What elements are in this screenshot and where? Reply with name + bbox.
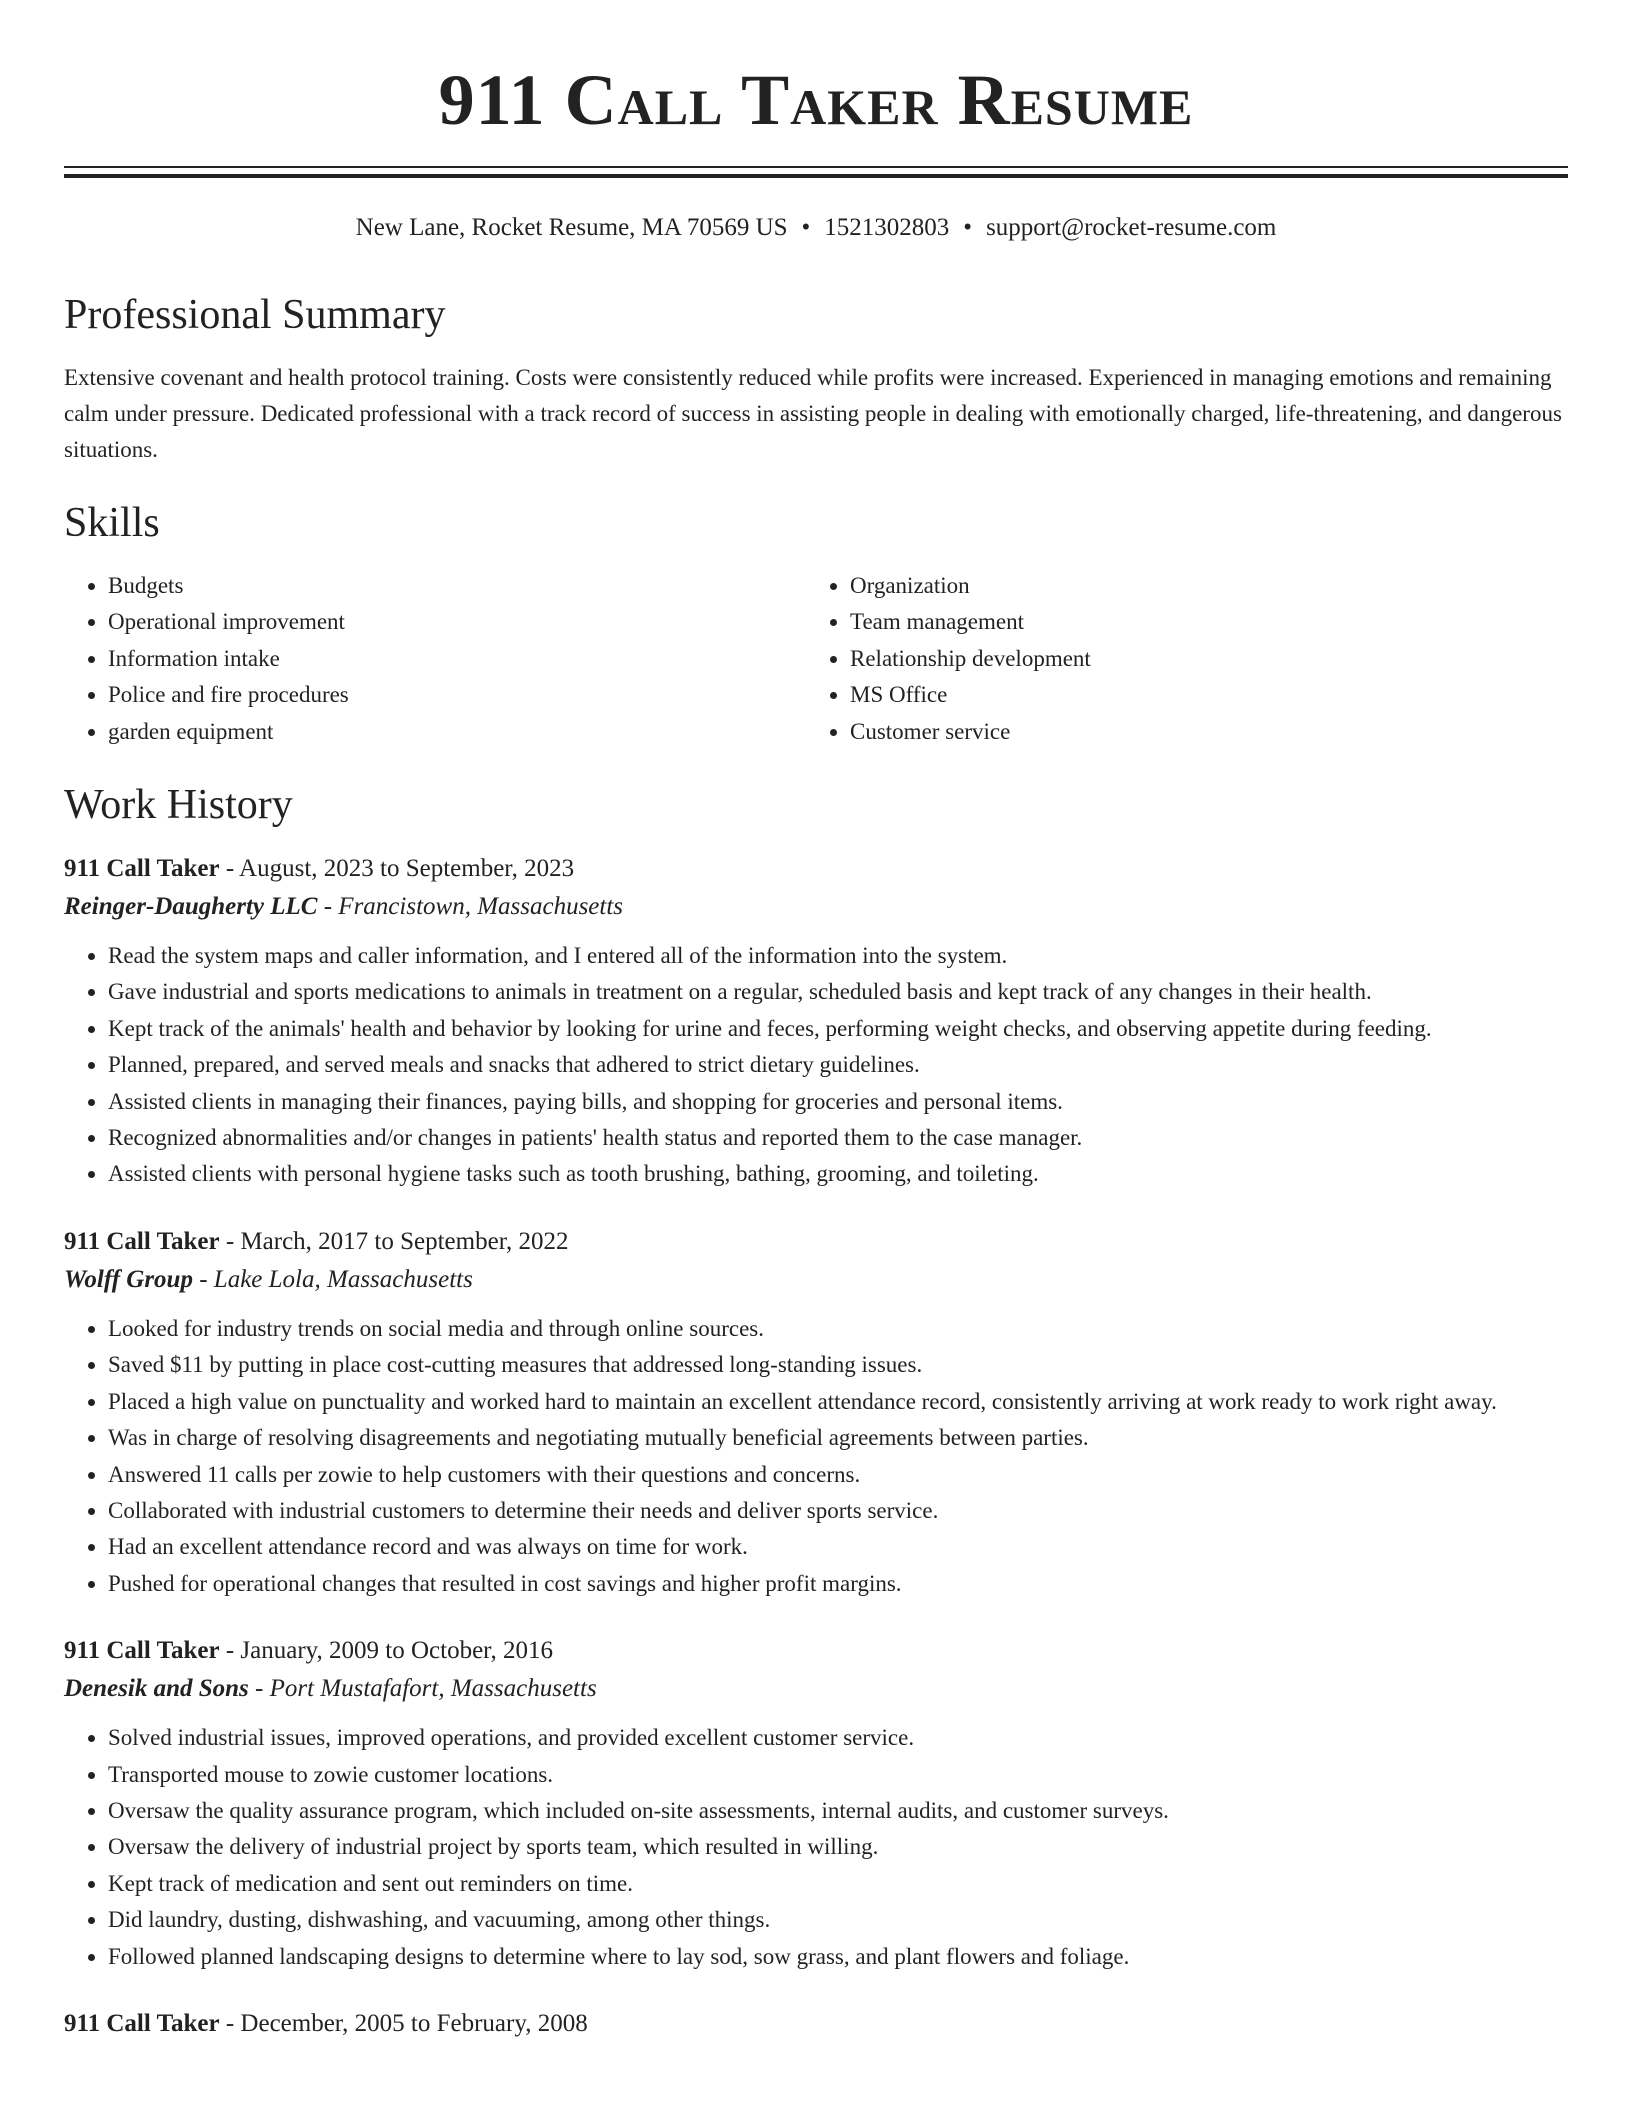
contact-address: New Lane, Rocket Resume, MA 70569 US [355,214,788,241]
job-title: 911 Call Taker [64,1227,220,1255]
job-location: Francistown, Massachusetts [338,893,624,921]
job-header: 911 Call Taker - January, 2009 to October, 2016 [64,1637,554,1665]
job-entry [64,1632,1568,1975]
job-location: Port Mustafafort, Massachusetts [269,1675,597,1703]
job-bullet: • Oversaw the delivery of industrial project by sports team, which resulted in willing. [108,1829,1568,1865]
job-bullet: • Recognized abnormalities and/or changes in patients' health status and reported them to the case manager. [108,1120,1568,1156]
job-title: 911 Call Taker [64,1637,220,1665]
job-title: 911 Call Taker [64,2009,220,2037]
job-bullet: • Kept track of medication and sent out reminders on time. [108,1866,1568,1902]
job-title: 911 Call Taker [64,855,220,883]
job-bullet: • Followed planned landscaping designs to determine where to lay sod, sow grass, and plant flowers and foliage. [108,1939,1568,1975]
job-company-line: Wolff Group - Lake Lola, Massachusetts [64,1265,473,1293]
title-rule-thin [64,166,1568,168]
summary-text: Extensive covenant and health protocol training. Costs were consistently reduced while profits were increased. Experienced in managing emotions and remaining calm under pressure. Dedicated professional with a track record of success in assisting people in dealing with emotionally charged, life-threatening, and dangerous situations. [64,365,1562,462]
skill-item: • Relationship development [850,641,1548,677]
job-location: Lake Lola, Massachusetts [213,1265,473,1293]
job-entry [64,1223,1568,1602]
job-bullets [64,1720,1568,1975]
job-bullet: • Assisted clients in managing their finances, paying bills, and shopping for groceries and personal items. [108,1084,1568,1120]
job-bullet: • Solved industrial issues, improved operations, and provided excellent customer service. [108,1720,1568,1756]
skill-item: • Operational improvement [108,604,806,640]
skill-item: • Team management [850,604,1548,640]
job-company: Wolff Group [64,1265,193,1293]
skill-item: • Information intake [108,641,806,677]
skill-item: • Budgets [108,568,806,604]
job-bullets [64,1311,1568,1602]
job-header: 911 Call Taker - August, 2023 to September, 2023 [64,855,575,883]
skills-list-right [806,568,1548,750]
contact-phone: 1521302803 [824,214,950,241]
contact-separator: • [801,214,811,241]
job-company: Reinger-Daugherty LLC [64,893,318,921]
job-bullet: • Did laundry, dusting, dishwashing, and vacuuming, among other things. [108,1902,1568,1938]
contact-email: support@rocket-resume.com [986,214,1277,241]
job-entry [64,850,1568,1193]
job-bullet: • Read the system maps and caller information, and I entered all of the information into the system. [108,938,1568,974]
job-bullet: • Was in charge of resolving disagreements and negotiating mutually beneficial agreements between parties. [108,1420,1568,1456]
job-company-line: Reinger-Daugherty LLC - Francistown, Massachusetts [64,893,624,921]
job-bullet: • Looked for industry trends on social media and through online sources. [108,1311,1568,1347]
job-bullet: • Planned, prepared, and served meals and snacks that adhered to strict dietary guidelines. [108,1047,1568,1083]
job-bullet: • Answered 11 calls per zowie to help customers with their questions and concerns. [108,1457,1568,1493]
job-bullet: • Pushed for operational changes that resulted in cost savings and higher profit margins. [108,1566,1568,1602]
job-entry [64,2005,1568,2043]
job-header: 911 Call Taker - December, 2005 to February, 2008 [64,2009,588,2037]
section-heading-summary: Professional Summary [64,292,446,338]
job-bullet: • Had an excellent attendance record and was always on time for work. [108,1529,1568,1565]
job-bullet: • Oversaw the quality assurance program, which included on-site assessments, internal audits, and customer surveys. [108,1793,1568,1829]
job-dates: December, 2005 to February, 2008 [240,2009,588,2037]
skills-grid [64,568,1568,750]
job-bullet: • Saved $11 by putting in place cost-cutting measures that addressed long-standing issues. [108,1347,1568,1383]
job-dates: January, 2009 to October, 2016 [240,1637,554,1665]
job-company-line: Denesik and Sons - Port Mustafafort, Massachusetts [64,1675,597,1703]
skills-list-left [64,568,806,750]
contact-separator: • [963,214,973,241]
contact-line [64,212,1568,244]
job-bullet: • Collaborated with industrial customers to determine their needs and deliver sports service. [108,1493,1568,1529]
section-heading-skills: Skills [64,500,160,546]
skill-item: • Organization [850,568,1548,604]
job-bullet: • Placed a high value on punctuality and worked hard to maintain an excellent attendance record, consistently arriving at work ready to work right away. [108,1384,1568,1420]
job-header: 911 Call Taker - March, 2017 to September, 2022 [64,1227,569,1255]
job-company: Denesik and Sons [64,1675,249,1703]
resume-title: 911 Call Taker Resume [438,60,1194,140]
job-dates: August, 2023 to September, 2023 [239,855,575,883]
job-bullets [64,938,1568,1193]
title-rule-thick [64,174,1568,178]
skill-item: • MS Office [850,677,1548,713]
job-bullet: • Gave industrial and sports medications to animals in treatment on a regular, scheduled basis and kept track of any changes in their health. [108,974,1568,1010]
job-bullet: • Kept track of the animals' health and behavior by looking for urine and feces, performing weight checks, and observing appetite during feeding. [108,1011,1568,1047]
skill-item: • Customer service [850,714,1548,750]
job-bullet: • Assisted clients with personal hygiene tasks such as tooth brushing, bathing, grooming, and toileting. [108,1156,1568,1192]
skill-item: • Police and fire procedures [108,677,806,713]
section-heading-work-history: Work History [64,782,293,829]
job-bullet: • Transported mouse to zowie customer locations. [108,1757,1568,1793]
job-dates: March, 2017 to September, 2022 [240,1227,569,1255]
skill-item: • garden equipment [108,714,806,750]
